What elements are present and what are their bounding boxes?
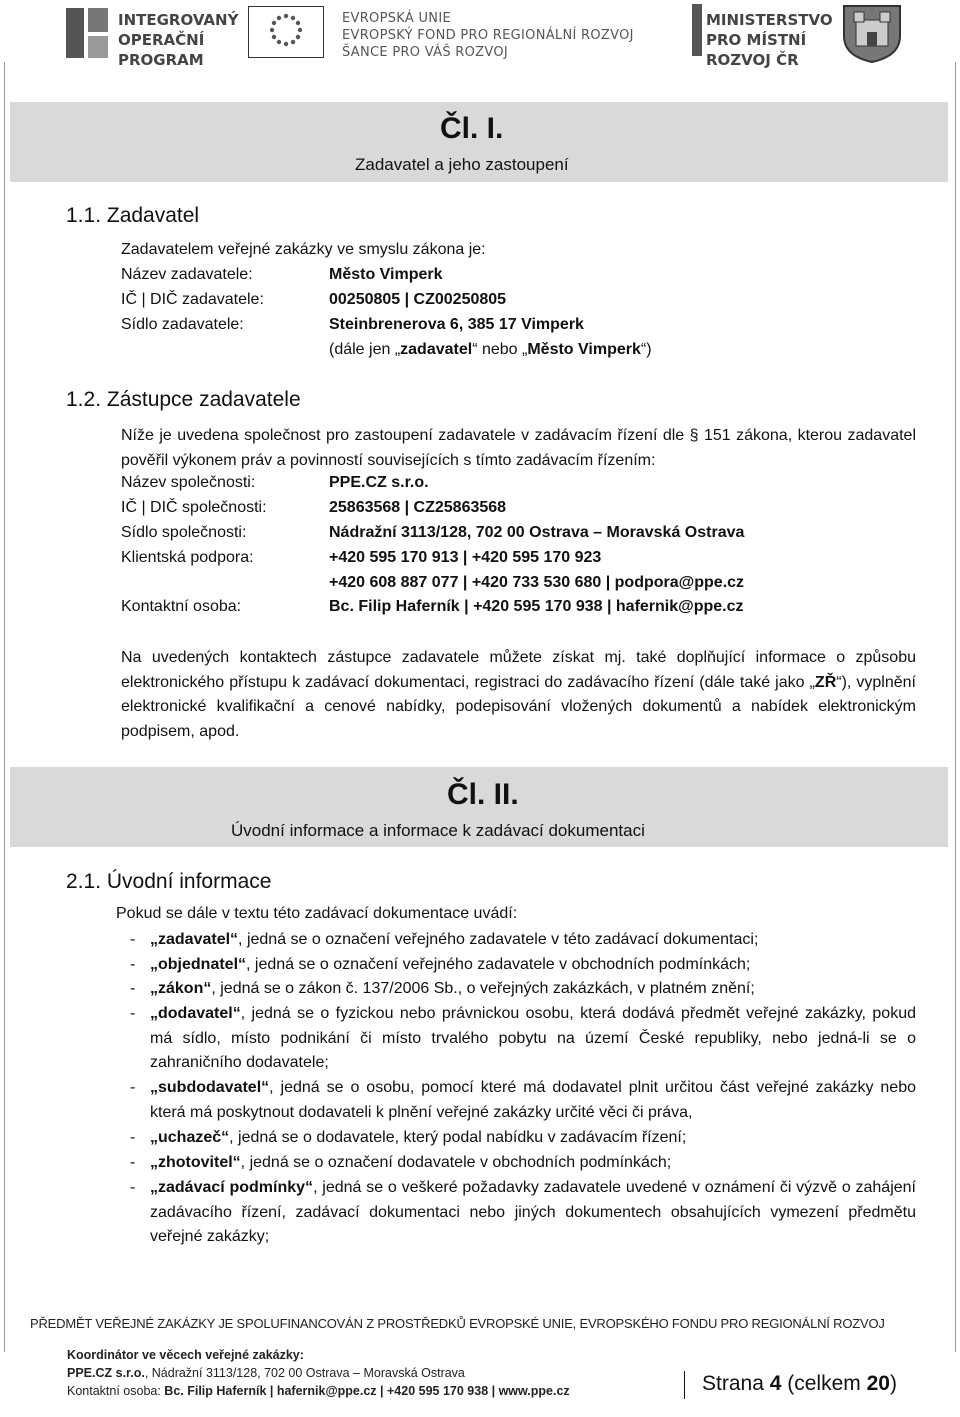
dash-marker: -	[130, 1079, 136, 1096]
mmr-line1: MINISTERSTVO	[706, 11, 833, 29]
section-2-1-heading: 2.1. Úvodní informace	[66, 870, 272, 893]
article-2-title: Úvodní informace a informace k zadávací dokumentaci	[231, 821, 645, 840]
row-label: Název společnosti:	[121, 474, 256, 491]
definition-term: „zadávací podmínky“	[150, 1179, 314, 1196]
coordinator-company: PPE.CZ s.r.o.	[67, 1366, 145, 1380]
note-term-mesto: Město Vimperk	[527, 341, 641, 358]
definition-text: , jedná se o zákon č. 137/2006 Sb., o veřejných zakázkách, v platném znění;	[211, 980, 755, 997]
definition-item	[130, 953, 916, 978]
article-1-title: Zadavatel a jeho zastoupení	[355, 155, 569, 174]
note-suffix: “)	[640, 341, 652, 358]
dash-marker: -	[130, 956, 136, 973]
paragraph-term-zr: ZŘ	[814, 673, 837, 691]
definition-term: „zadavatel“	[150, 931, 239, 948]
page-number	[702, 1372, 897, 1396]
iop-logo-icon	[64, 6, 110, 60]
row-label: Název zadavatele:	[121, 266, 253, 283]
dash-marker: -	[130, 980, 136, 997]
cofinance-notice: PŘEDMĚT VEŘEJNÉ ZAKÁZKY JE SPOLUFINANCOVÁN Z PROSTŘEDKŮ EVROPSKÉ UNIE, EVROPSKÉHO FONDU PRO REGIONÁLNÍ ROZVOJ	[30, 1316, 885, 1331]
page-number-separator	[684, 1371, 685, 1399]
definition-text: , jedná se o veškeré požadavky zadavatele uvedené v oznámení či výzvě o zahájení zadávacího řízení, zadávací dokumentaci nebo jiných dokumentech obsahujících vymezení předmětu veřejné zakázky;	[150, 1179, 917, 1246]
row-label: IČ | DIČ společnosti:	[121, 499, 267, 516]
note-mid: “ nebo „	[472, 341, 528, 358]
logo-bar	[0, 0, 960, 70]
mmr-logo-bar-icon	[692, 4, 702, 56]
mmr-line3: ROZVOJ ČR	[706, 51, 799, 69]
definition-item	[130, 1176, 916, 1250]
dash-marker: -	[130, 1129, 136, 1146]
definition-text: , jedná se o označení dodavatele v obchodních podmínkách;	[240, 1154, 672, 1171]
dash-marker: -	[130, 931, 136, 948]
iop-line2: OPERAČNÍ	[118, 31, 205, 49]
row-value: PPE.CZ s.r.o.	[329, 474, 429, 491]
dash-marker: -	[130, 1154, 136, 1171]
row-label: Sídlo společnosti:	[121, 524, 247, 541]
iop-logo-text	[118, 10, 238, 70]
eu-flag-icon	[248, 6, 324, 58]
definition-item	[130, 1076, 916, 1125]
row-value: 00250805 | CZ00250805	[329, 291, 507, 308]
eu-logo-text	[342, 10, 634, 61]
coordinator-label: Koordinátor ve věcech veřejné zakázky:	[67, 1348, 304, 1362]
page-current: 4	[769, 1372, 782, 1395]
note-prefix: (dále jen „	[329, 341, 401, 358]
row-value: +420 595 170 913 | +420 595 170 923	[329, 549, 602, 566]
zadavatel-note	[329, 341, 652, 359]
definition-term: „zákon“	[150, 980, 212, 997]
iop-line1: INTEGROVANÝ	[118, 11, 239, 29]
definition-term: „uchazeč“	[150, 1129, 230, 1146]
contact-details: Bc. Filip Haferník | hafernik@ppe.cz | +420 595 170 938 | www.ppe.cz	[164, 1384, 570, 1398]
section-1-2-paragraph	[121, 646, 916, 744]
section-1-1-heading: 1.1. Zadavatel	[66, 204, 200, 227]
row-value: 25863568 | CZ25863568	[329, 499, 507, 516]
row-value: +420 608 887 077 | +420 733 530 680 | podpora@ppe.cz	[329, 574, 745, 591]
vimperk-coat-of-arms-icon	[840, 2, 904, 64]
article-1-number: Čl. I.	[440, 112, 504, 145]
dash-marker: -	[130, 1005, 136, 1022]
row-label: Sídlo zadavatele:	[121, 316, 244, 333]
row-value: Město Vimperk	[329, 266, 443, 283]
section-1-1-intro: Zadavatelem veřejné zakázky ve smyslu zákona je:	[121, 241, 486, 258]
coordinator-address: , Nádražní 3113/128, 702 00 Ostrava – Moravská Ostrava	[144, 1366, 465, 1380]
page-total: 20	[866, 1372, 890, 1395]
row-value: Bc. Filip Haferník | +420 595 170 938 | hafernik@ppe.cz	[329, 598, 744, 615]
row-value: Steinbrenerova 6, 385 17 Vimperk	[329, 316, 584, 333]
paragraph-part-a: Na uvedených kontaktech zástupce zadavatele můžete získat mj. také doplňující informace o způsobu elektronického přístupu k zadávací dokumentaci, registraci do zadávacího řízení (dále také jako „	[121, 649, 916, 691]
mmr-logo-text	[706, 10, 833, 70]
frame-left-line	[4, 62, 5, 1352]
page-mid: (celkem	[781, 1372, 867, 1395]
definition-term: „objednatel“	[150, 956, 247, 973]
definition-text: , jedná se o fyzickou nebo právnickou osobu, která dodává předmět veřejné zakázky, pokud má sídlo, místo podnikání či místo trvalého pobytu na území České republiky, nebo jedná-li se o zahraničního dodavatele;	[150, 1005, 916, 1072]
eu-line2: EVROPSKÝ FOND PRO REGIONÁLNÍ ROZVOJ	[342, 28, 634, 43]
mmr-line2: PRO MÍSTNÍ	[706, 31, 807, 49]
definition-term: „dodavatel“	[150, 1005, 241, 1022]
frame-right-line	[955, 62, 956, 1352]
definition-text: , jedná se o dodavatele, který podal nabídku v zadávacím řízení;	[229, 1129, 687, 1146]
row-label: Kontaktní osoba:	[121, 598, 242, 615]
section-1-2-heading: 1.2. Zástupce zadavatele	[66, 388, 301, 411]
section-2-1-intro: Pokud se dále v textu této zadávací dokumentace uvádí:	[116, 905, 518, 922]
definition-item	[130, 977, 916, 1002]
eu-line1: EVROPSKÁ UNIE	[342, 11, 451, 26]
row-label: IČ | DIČ zadavatele:	[121, 291, 264, 308]
dash-marker: -	[130, 1179, 136, 1196]
definition-item	[130, 1002, 916, 1076]
row-value: Nádražní 3113/128, 702 00 Ostrava – Moravská Ostrava	[329, 524, 745, 541]
paragraph-part-c: “), vyplnění elektronické kvalifikační a cenové nabídky, podepisování vložených dokumentů a nabídek elektronickým podpisem, apod.	[121, 673, 917, 740]
note-term-zadavatel: zadavatel	[400, 341, 473, 358]
section-1-2-intro: Níže je uvedena společnost pro zastoupení zadavatele v zadávacím řízení dle § 151 zákona, kterou zadavatel pověřil výkonem práv a povinností souvisejících s tímto zadávacím řízením:	[121, 427, 916, 469]
definition-text: , jedná se o označení veřejného zadavatele v této zadávací dokumentaci;	[238, 931, 759, 948]
coordinator-line	[67, 1366, 465, 1380]
eu-line3: ŠANCE PRO VÁŠ ROZVOJ	[342, 45, 509, 60]
definition-item	[130, 1126, 916, 1151]
definition-item	[130, 928, 916, 953]
definition-term: „subdodavatel“	[150, 1079, 270, 1096]
definition-text: , jedná se o osobu, pomocí které má dodavatel plnit určitou část veřejné zakázky nebo která má poskytnout dodavateli k plnění veřejné zakázky určité věci či práva,	[150, 1079, 916, 1121]
definition-item	[130, 1151, 916, 1176]
iop-line3: PROGRAM	[118, 51, 204, 69]
definition-text: , jedná se o označení veřejného zadavatele v obchodních podmínkách;	[246, 956, 751, 973]
page-suffix: )	[889, 1372, 897, 1395]
row-label: Klientská podpora:	[121, 549, 254, 566]
contact-prefix: Kontaktní osoba:	[67, 1384, 165, 1398]
contact-line	[67, 1384, 570, 1398]
article-2-number: Čl. II.	[447, 778, 519, 811]
page-prefix: Strana	[702, 1372, 770, 1395]
definition-term: „zhotovitel“	[150, 1154, 241, 1171]
